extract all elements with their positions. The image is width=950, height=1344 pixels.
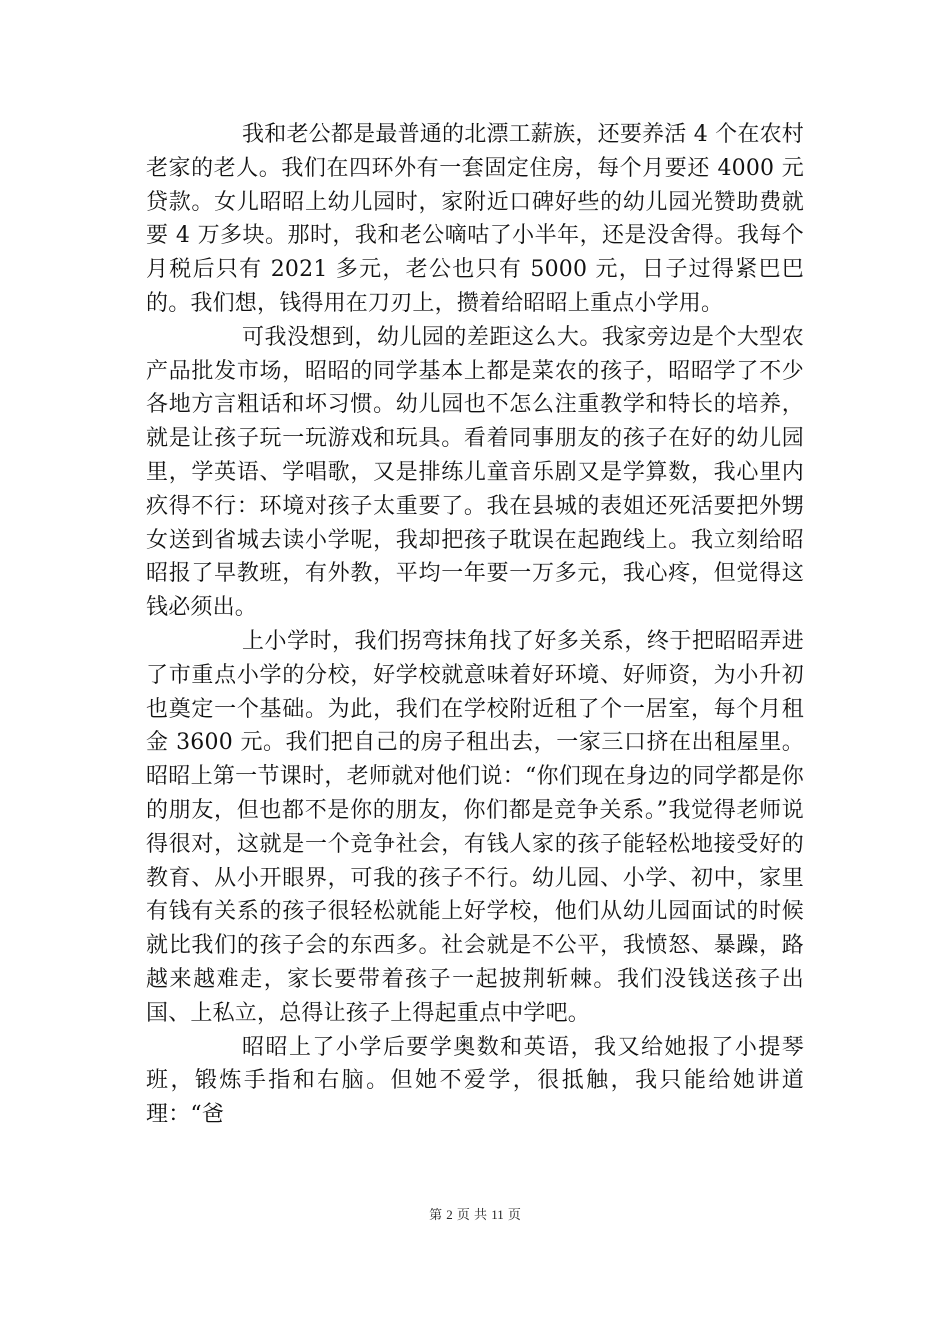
- document-body: [146, 118, 804, 1132]
- footer-middle: 页 共: [456, 1208, 488, 1223]
- paragraph-1: 我和老公都是最普通的北漂工薪族，还要养活 4 个在农村老家的老人。我们在四环外有一套固定住房，每个月要还 4000 元贷款。女儿昭昭上幼儿园时，家附近口碑好些的幼儿园光赞助费就要 4 万多块。那时，我和老公嘀咕了小半年，还是没舍得。我每个月税后只有 2021 多元，老公也只有 5000 元，日子过得紧巴巴的。我们想，钱得用在刀刃上，攒着给昭昭上重点小学用。: [146, 122, 804, 316]
- footer-suffix: 页: [507, 1208, 521, 1223]
- paragraph-4: 昭昭上了小学后要学奥数和英语，我又给她报了小提琴班，锻炼手指和右脑。但她不爱学，很抵触，我只能给她讲道理：“爸: [146, 1034, 804, 1128]
- paragraph-2: 可我没想到，幼儿园的差距这么大。我家旁边是个大型农产品批发市场，昭昭的同学基本上都是菜农的孩子，昭昭学了不少各地方言粗话和坏习惯。幼儿园也不怎么注重教学和特长的培养，就是让孩子玩一玩游戏和玩具。看着同事朋友的孩子在好的幼儿园里，学英语、学唱歌，又是排练儿童音乐剧又是学算数，我心里内疚得不行：环境对孩子太重要了。我在县城的表姐还死活要把外甥女送到省城去读小学呢，我却把孩子耽误在起跑线上。我立刻给昭昭报了早教班，有外教，平均一年要一万多元，我心疼，但觉得这钱必须出。: [146, 324, 804, 621]
- footer-prefix: 第: [429, 1208, 443, 1223]
- footer-total-pages: 11: [491, 1207, 504, 1222]
- paragraph-3: 上小学时，我们拐弯抹角找了好多关系，终于把昭昭弄进了市重点小学的分校，好学校就意味着好环境、好师资，为小升初也奠定一个基础。为此，我们在学校附近租了个一居室，每个月租金 3600 元。我们把自己的房子租出去，一家三口挤在出租屋里。昭昭上第一节课时，老师就对他们说：“你们现在身边的同学都是你的朋友，但也都不是你的朋友，你们都是竞争关系。”我觉得老师说得很对，这就是一个竞争社会，有钱人家的孩子能轻松地接受好的教育、从小开眼界，可我的孩子不行。幼儿园、小学、初中，家里有钱有关系的孩子很轻松就能上好学校，他们从幼儿园面试的时候就比我们的孩子会的东西多。社会就是不公平，我愤怒、暴躁，路越来越难走，家长要带着孩子一起披荆斩棘。我们没钱送孩子出国、上私立，总得让孩子上得起重点中学吧。: [146, 628, 804, 1026]
- page-footer: [0, 1204, 950, 1223]
- footer-page-number: 2: [446, 1207, 453, 1222]
